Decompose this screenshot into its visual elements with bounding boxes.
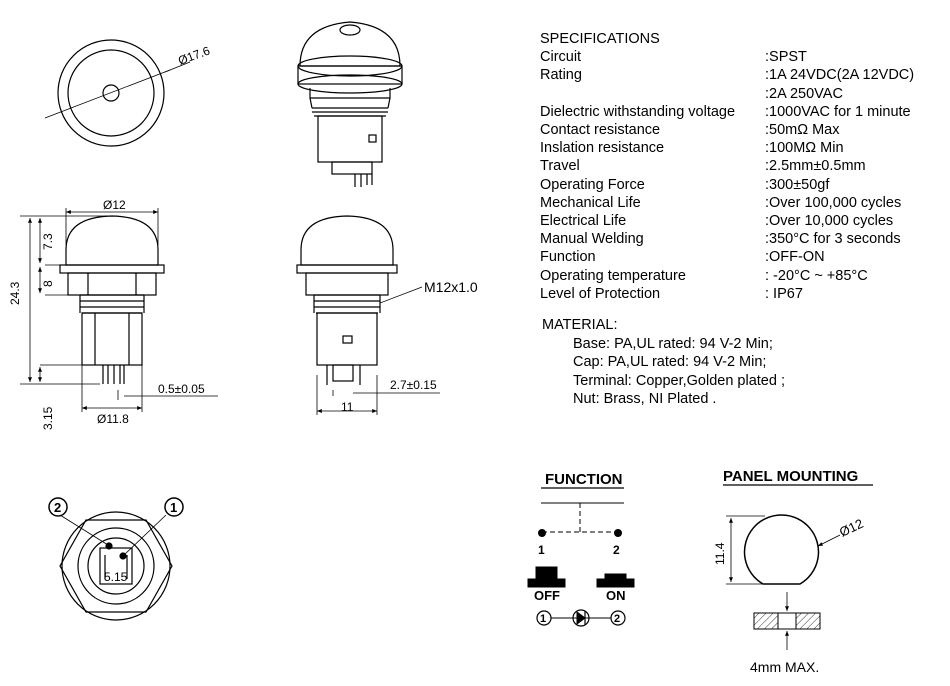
spec-value: :1000VAC for 1 minute xyxy=(765,103,911,120)
spec-row xyxy=(540,48,940,66)
perspective-view xyxy=(298,22,402,187)
pin1-callout: 1 xyxy=(170,500,178,515)
spec-row xyxy=(540,121,940,139)
spec-label: Rating xyxy=(540,67,582,84)
spec-value: :1A 24VDC(2A 12VDC) xyxy=(765,67,915,84)
spec-value: :50mΩ Max xyxy=(765,122,840,139)
cap-height-label: 7.3 xyxy=(41,233,55,250)
spec-value: :SPST xyxy=(765,49,807,66)
front-view xyxy=(60,216,164,384)
material-item: Cap: PA,UL rated: 94 V-2 Min; xyxy=(573,354,767,371)
spec-label: Circuit xyxy=(540,49,582,66)
spec-row xyxy=(540,66,940,84)
spec-label: Contact resistance xyxy=(540,122,661,139)
spec-value: :350°C for 3 seconds xyxy=(765,231,901,248)
panel-title: PANEL MOUNTING xyxy=(723,468,859,485)
spec-value: : -20°C ~ +85°C xyxy=(765,267,868,284)
circuit-1: 1 xyxy=(540,613,547,625)
function-diagram xyxy=(528,488,634,626)
spec-value: :2A 250VAC xyxy=(765,85,843,102)
on-label: ON xyxy=(606,588,626,603)
panel-thickness-label: 4mm MAX. xyxy=(750,659,820,675)
spec-label: Manual Welding xyxy=(540,231,644,248)
spec-value: :2.5mm±0.5mm xyxy=(765,158,866,175)
function-pin1: 1 xyxy=(538,543,545,557)
spec-label: Inslation resistance xyxy=(540,140,665,157)
spec-row xyxy=(540,85,940,103)
function-title: FUNCTION xyxy=(545,471,623,488)
panel-flat-label: 11.4 xyxy=(713,542,727,565)
thread-label: M12x1.0 xyxy=(424,279,478,295)
top-view xyxy=(45,40,190,146)
spec-row xyxy=(540,103,940,121)
cap-dia-label: Ø12 xyxy=(103,198,126,212)
spec-row xyxy=(540,267,940,285)
material-item: Terminal: Copper,Golden plated ; xyxy=(573,372,785,389)
top-view-dia-label: Ø17.6 xyxy=(176,43,212,68)
pin-pitch-label: 5.15 xyxy=(104,570,128,584)
terminal-len-label: 3.15 xyxy=(41,406,55,430)
function-pin2: 2 xyxy=(613,543,620,557)
material-items xyxy=(542,335,785,409)
material-item: Nut: Brass, NI Plated . xyxy=(573,391,717,408)
spec-label: Level of Protection xyxy=(540,285,661,302)
panel-mounting xyxy=(723,485,873,650)
material-title: MATERIAL: xyxy=(542,317,618,333)
height-total-label: 24.3 xyxy=(8,281,22,305)
specifications-table xyxy=(540,30,940,303)
spec-row xyxy=(540,157,940,175)
spec-row xyxy=(540,212,940,230)
spec-label: Travel xyxy=(540,158,580,175)
spec-label xyxy=(540,85,765,103)
bottom-view xyxy=(49,498,183,620)
spec-label: Function xyxy=(540,249,596,266)
specifications-title: SPECIFICATIONS xyxy=(540,31,660,47)
spec-label: Operating Force xyxy=(540,176,645,193)
body-dia-label: Ø11.8 xyxy=(97,412,129,426)
circuit-2: 2 xyxy=(614,613,621,625)
spec-value: :OFF-ON xyxy=(765,249,825,266)
material-block xyxy=(542,316,785,409)
spec-row xyxy=(540,230,940,248)
spec-row xyxy=(540,248,940,266)
spec-label: Dielectric withstanding voltage xyxy=(540,103,736,120)
spec-row xyxy=(540,139,940,157)
terminal-width-label: 2.7±0.15 xyxy=(390,378,437,392)
spec-value: :100MΩ Min xyxy=(765,140,844,157)
specifications-rows xyxy=(540,48,940,303)
body-width-label: 11 xyxy=(341,400,354,414)
spec-value: :Over 100,000 cycles xyxy=(765,194,902,211)
panel-dia-label: Ø12 xyxy=(836,515,866,540)
spec-label: Operating temperature xyxy=(540,267,686,284)
spec-label: Mechanical Life xyxy=(540,194,641,211)
spec-value: :300±50gf xyxy=(765,176,830,193)
spec-value: :Over 10,000 cycles xyxy=(765,213,894,230)
spec-row xyxy=(540,194,940,212)
spec-row xyxy=(540,176,940,194)
nut-height-label: 8 xyxy=(41,280,55,287)
material-item: Base: PA,UL rated: 94 V-2 Min; xyxy=(573,335,773,352)
terminal-thk-label: 0.5±0.05 xyxy=(158,382,205,396)
side-view xyxy=(297,216,397,385)
spec-label: Electrical Life xyxy=(540,213,627,230)
off-label: OFF xyxy=(534,588,560,603)
side-view-dims xyxy=(317,287,440,415)
spec-row xyxy=(540,285,940,303)
spec-value: : IP67 xyxy=(765,285,803,302)
pin2-callout: 2 xyxy=(54,500,62,515)
